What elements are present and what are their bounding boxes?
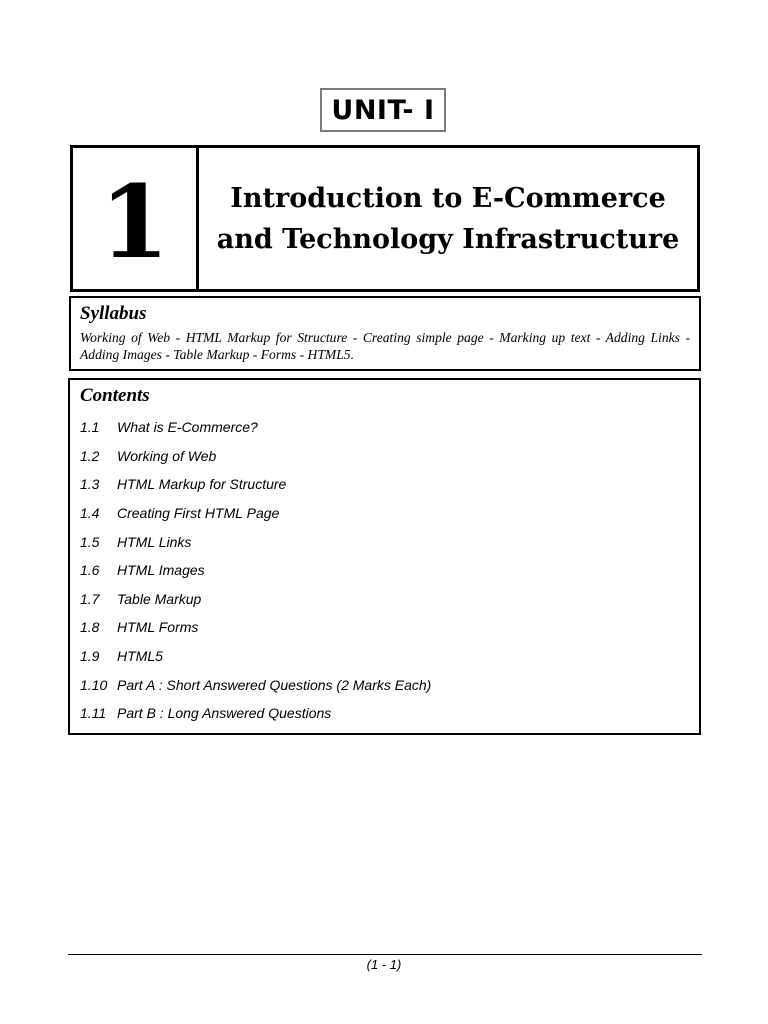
- unit-label: UNIT- I: [320, 88, 446, 132]
- contents-item-number: 1.6: [80, 562, 100, 579]
- contents-item[interactable]: [80, 527, 689, 556]
- contents-item-number: 1.2: [80, 447, 100, 464]
- contents-item[interactable]: [80, 699, 689, 728]
- syllabus-box: [69, 296, 701, 371]
- syllabus-heading: Syllabus: [80, 303, 147, 324]
- contents-item-number: 1.5: [80, 533, 100, 550]
- contents-item[interactable]: [80, 470, 689, 499]
- contents-item-title: Part B : Long Answered Questions: [117, 705, 332, 722]
- contents-item-number: 1.3: [80, 476, 100, 493]
- contents-item[interactable]: [80, 613, 689, 642]
- chapter-title-line-2: and Technology Infrastructure: [216, 223, 680, 255]
- chapter-title: [199, 148, 697, 289]
- contents-item-title: Creating First HTML Page: [117, 505, 280, 522]
- contents-item[interactable]: [80, 413, 689, 442]
- chapter-header: [70, 145, 700, 292]
- contents-item-number: 1.7: [80, 590, 100, 607]
- contents-list: [80, 413, 689, 728]
- contents-box: [68, 378, 701, 735]
- contents-heading: Contents: [80, 385, 150, 406]
- contents-item-title: HTML Forms: [117, 619, 199, 636]
- chapter-number: 1: [73, 148, 199, 289]
- contents-item-number: 1.8: [80, 619, 100, 636]
- contents-item-number: 1.4: [80, 505, 100, 522]
- contents-item-title: HTML Links: [117, 533, 192, 550]
- contents-item[interactable]: [80, 585, 689, 614]
- syllabus-text: Working of Web - HTML Markup for Structure - Creating simple page - Marking up text - Adding Links - Adding Images - Table Markup - Forms - HTML5.: [80, 330, 690, 362]
- contents-item-title: What is E-Commerce?: [117, 419, 258, 436]
- chapter-title-line-1: Introduction to E-Commerce: [230, 182, 666, 214]
- contents-item-title: Table Markup: [117, 590, 202, 607]
- contents-item-number: 1.1: [80, 419, 100, 436]
- footer-divider: [68, 954, 702, 955]
- contents-item[interactable]: [80, 442, 689, 471]
- contents-item-number: 1.10: [80, 676, 108, 693]
- contents-item-title: Part A : Short Answered Questions (2 Marks Each): [117, 676, 432, 693]
- contents-item[interactable]: [80, 670, 689, 699]
- contents-item[interactable]: [80, 642, 689, 671]
- page-number: (1 - 1): [366, 957, 402, 972]
- contents-item-title: HTML5: [117, 648, 163, 665]
- contents-item[interactable]: [80, 499, 689, 528]
- contents-item-title: HTML Markup for Structure: [117, 476, 287, 493]
- contents-item-number: 1.11: [80, 705, 107, 722]
- contents-item[interactable]: [80, 556, 689, 585]
- contents-item-number: 1.9: [80, 648, 100, 665]
- contents-item-title: Working of Web: [117, 447, 217, 464]
- contents-item-title: HTML Images: [117, 562, 205, 579]
